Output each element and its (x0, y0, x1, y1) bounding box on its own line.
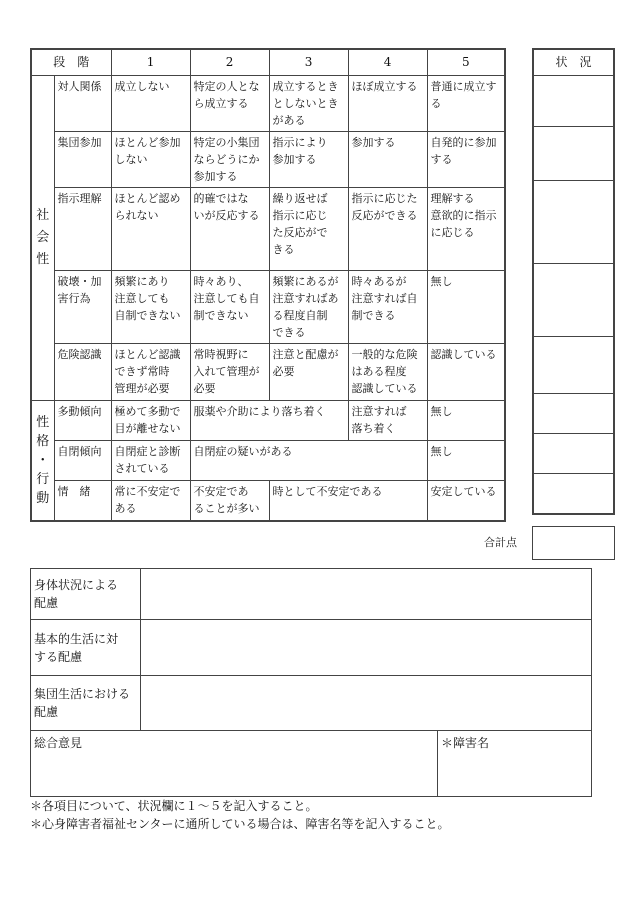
cell: 一般的な危険 はある程度 認識している (348, 344, 427, 401)
item-label: 集団参加 (54, 132, 111, 188)
consideration-table (30, 568, 592, 797)
item-label: 多動傾向 (54, 401, 111, 441)
cell: 自発的に参加 する (427, 132, 505, 188)
level-4-header: 4 (348, 49, 427, 76)
category-behavior: 性 格 ・ 行 動 (31, 401, 54, 521)
group-life-consideration-field[interactable] (141, 676, 592, 731)
status-cell[interactable] (533, 76, 614, 127)
cell: 注意すれば 落ち着く (348, 401, 427, 441)
cell: 成立しない (111, 76, 190, 132)
header-row (31, 49, 505, 76)
physical-consideration-field[interactable] (141, 569, 592, 620)
group-life-consideration-label: 集団生活における 配慮 (31, 676, 141, 731)
table-row (31, 188, 505, 271)
item-label: 対人関係 (54, 76, 111, 132)
cell: 常時視野に 入れて管理が 必要 (190, 344, 269, 401)
cell: ほとんど認識 できず常時 管理が必要 (111, 344, 190, 401)
status-cell[interactable] (533, 337, 614, 394)
cell: 成立するとき としないとき がある (269, 76, 348, 132)
cell: 時々あり、 注意しても自 制できない (190, 271, 269, 344)
total-label: 合計点 (484, 536, 517, 549)
cell: 無し (427, 401, 505, 441)
cell: 自閉症の疑いがある (190, 441, 427, 481)
cell: ほとんど認め られない (111, 188, 190, 271)
cell: 自閉症と診断 されている (111, 441, 190, 481)
basic-life-consideration-field[interactable] (141, 620, 592, 676)
table-row (31, 132, 505, 188)
item-label: 指示理解 (54, 188, 111, 271)
cell: 参加する (348, 132, 427, 188)
overall-opinion-label: 総合意見 (34, 736, 83, 750)
table-row (31, 481, 505, 521)
cell: 不安定であ ることが多い (190, 481, 269, 521)
status-cell[interactable] (533, 394, 614, 434)
disability-name-field[interactable] (438, 731, 592, 797)
level-2-header: 2 (190, 49, 269, 76)
cell: ほとんど参加 しない (111, 132, 190, 188)
evaluation-table (30, 48, 506, 522)
table-row (31, 401, 505, 441)
item-label: 情 緒 (54, 481, 111, 521)
status-cell[interactable] (533, 474, 614, 514)
item-label: 危険認識 (54, 344, 111, 401)
stage-header: 段 階 (31, 49, 111, 76)
cell: 指示により 参加する (269, 132, 348, 188)
table-row (31, 344, 505, 401)
cell: 時として不安定である (269, 481, 427, 521)
physical-consideration-label: 身体状況による 配慮 (31, 569, 141, 620)
cell: 頻繁にあり 注意しても 自制できない (111, 271, 190, 344)
cell: 服薬や介助により落ち着く (190, 401, 348, 441)
cell: 的確ではな いが反応する (190, 188, 269, 271)
status-cell[interactable] (533, 181, 614, 264)
status-header: 状 況 (533, 49, 614, 76)
cell: 認識している (427, 344, 505, 401)
cell: 極めて多動で 目が離せない (111, 401, 190, 441)
level-1-header: 1 (111, 49, 190, 76)
cell: 特定の人とな ら成立する (190, 76, 269, 132)
cell: 無し (427, 271, 505, 344)
item-label: 自閉傾向 (54, 441, 111, 481)
cell: 頻繁にあるが 注意すればあ る程度自制 できる (269, 271, 348, 344)
table-row (31, 76, 505, 132)
status-table (532, 48, 615, 515)
basic-life-consideration-label: 基本的生活に対 する配慮 (31, 620, 141, 676)
cell: 特定の小集団 ならどうにか 参加する (190, 132, 269, 188)
status-cell[interactable] (533, 127, 614, 181)
cell: ほぼ成立する (348, 76, 427, 132)
cell: 安定している (427, 481, 505, 521)
item-label: 破壊・加 害行為 (54, 271, 111, 344)
cell: 指示に応じた 反応ができる (348, 188, 427, 271)
table-row (31, 441, 505, 481)
total-field[interactable] (532, 526, 615, 560)
cell: 理解する 意欲的に指示 に応じる (427, 188, 505, 271)
cell: 注意と配慮が 必要 (269, 344, 348, 401)
note-2: ＊心身障害者福祉センターに通所している場合は、障害名等を記入すること。 (30, 817, 450, 831)
table-row (31, 271, 505, 344)
disability-name-label: ＊障害名 (441, 736, 490, 750)
level-5-header: 5 (427, 49, 505, 76)
status-cell[interactable] (533, 264, 614, 337)
cell: 常に不安定で ある (111, 481, 190, 521)
cell: 繰り返せば 指示に応じ た反応がで きる (269, 188, 348, 271)
overall-opinion-field[interactable] (31, 731, 438, 797)
level-3-header: 3 (269, 49, 348, 76)
note-1: ＊各項目について、状況欄に１～５を記入すること。 (30, 799, 318, 813)
cell: 時々あるが 注意すれば自 制できる (348, 271, 427, 344)
category-social: 社 会 性 (31, 76, 54, 401)
status-cell[interactable] (533, 434, 614, 474)
cell: 普通に成立す る (427, 76, 505, 132)
cell: 無し (427, 441, 505, 481)
